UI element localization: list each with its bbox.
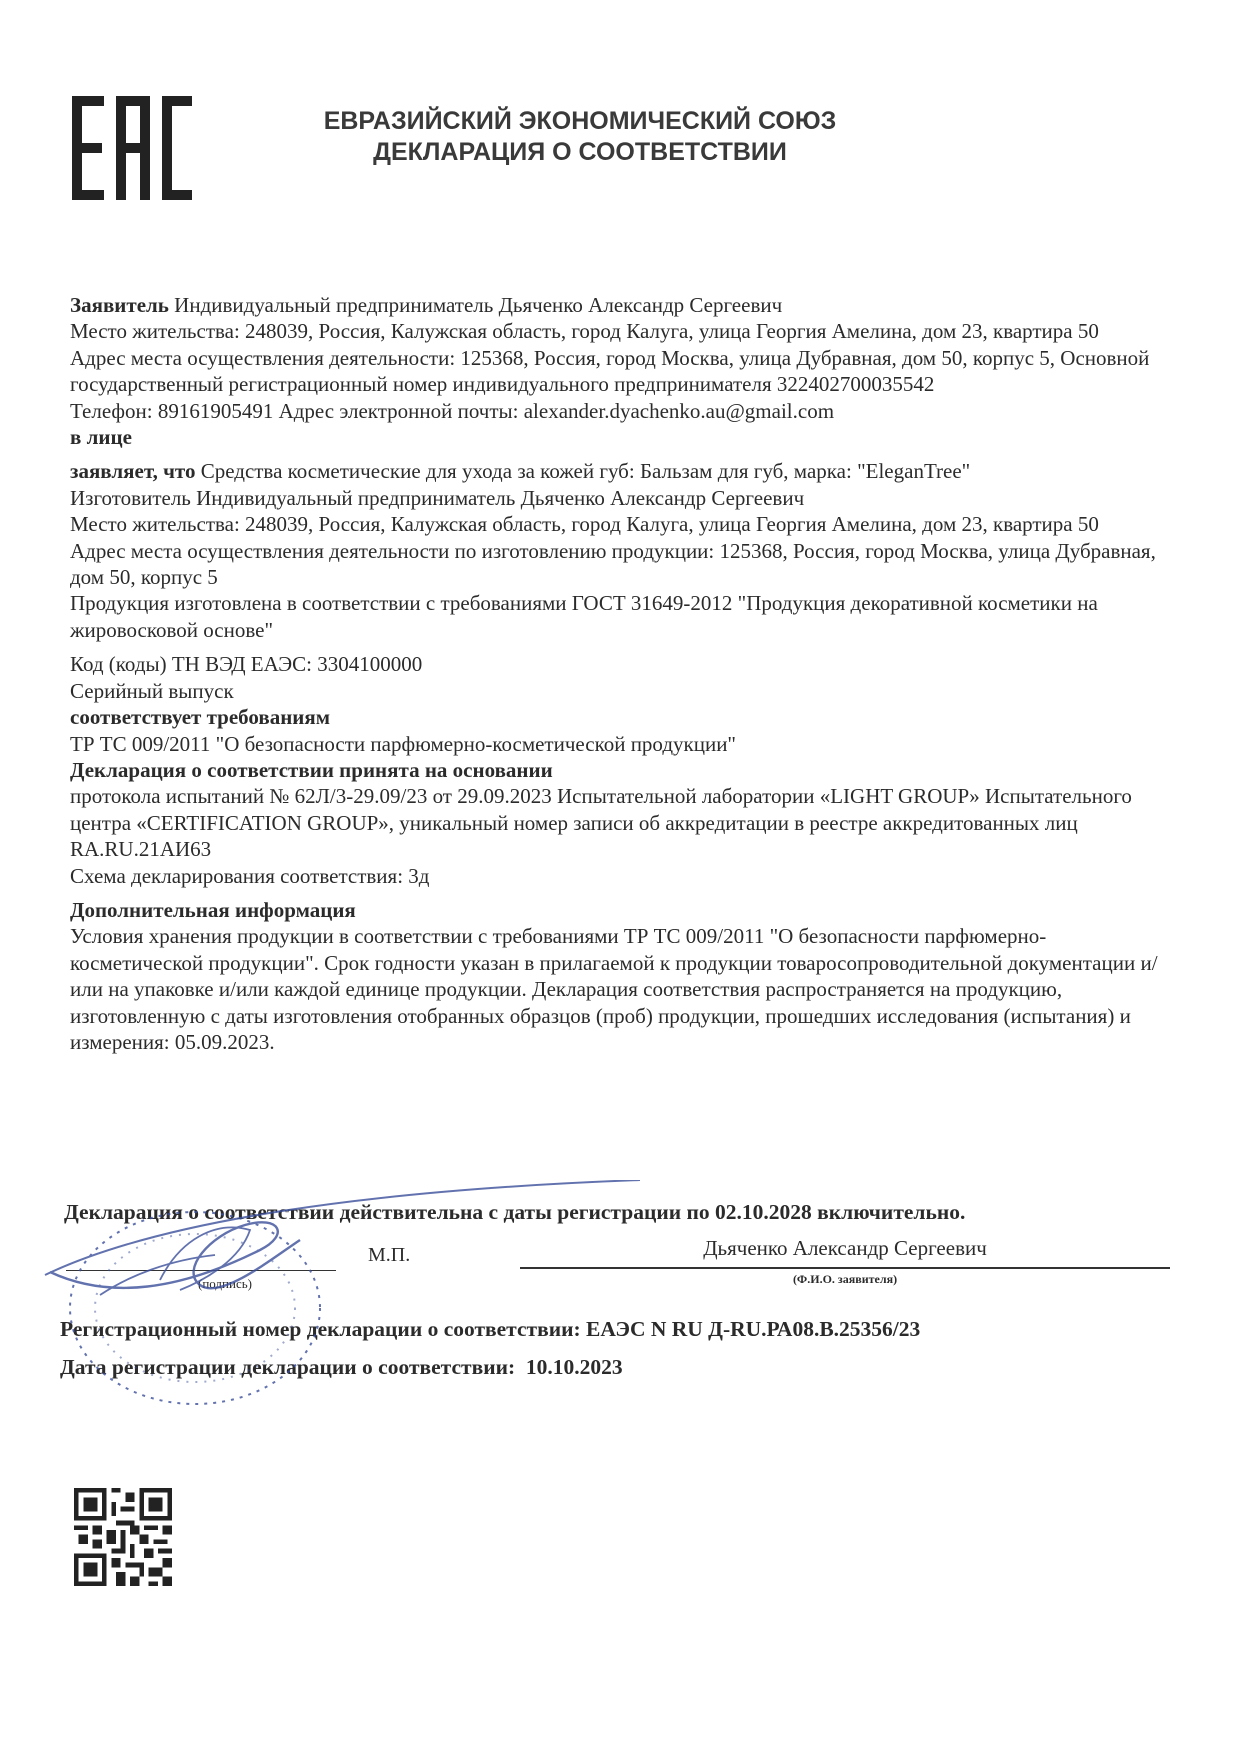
- manufacturer: Изготовитель Индивидуальный предприниматель Дьяченко Александр Сергеевич: [70, 485, 805, 510]
- applicant-label: Заявитель: [70, 293, 169, 317]
- product-description: Средства косметические для ухода за кожей губ: Бальзам для губ, марка: "EleganTree": [195, 459, 971, 484]
- applicant-name-caption: (Ф.И.О. заявителя): [792, 1272, 898, 1286]
- declaration-scheme: Схема декларирования соответствия: 3д: [70, 863, 430, 888]
- registration-date-value: 10.10.2023: [525, 1355, 623, 1379]
- eac-mark-icon: [72, 96, 192, 200]
- compliance-label: соответствует требованиям: [70, 705, 331, 730]
- production-address: Адрес места осуществления деятельности по изготовлению продукции: 125368, Россия, город Москва, улица Дубравная, дом 50, корпус 5: [70, 538, 1156, 590]
- compliance-regulation: ТР ТС 009/2011 "О безопасности парфюмерно-косметической продукции": [70, 731, 737, 756]
- declares-line: [70, 458, 1170, 484]
- applicant-residence: Место жительства: 248039, Россия, Калужская область, город Калуга, улица Георгия Амелина, дом 23, квартира 50: [70, 319, 1099, 344]
- additional-info-text: Условия хранения продукции в соответствии с требованиями ТР ТС 009/2011 "О безопасности парфюмерно-косметической продукции". Срок годности указан в прилагаемой к продукции товаросопроводительной документации и/или на упаковке и/или каждой единице продукции. Декларация соответствия распространяется на продукцию, изготовленную с даты изготовления отобранных образцов (проб) продукции, прошедших исследования (испытания) и измерения: 05.09.2023.: [70, 924, 1158, 1054]
- release-type: Серийный выпуск: [70, 678, 234, 703]
- validity-statement: Декларация о соответствии действительна с даты регистрации по 02.10.2028 включительно.: [64, 1200, 966, 1224]
- applicant-activity-address: Адрес места осуществления деятельности: 125368, Россия, город Москва, улица Дубравная, дом 50, корпус 5, Основной государственный регистрационный номер индивидуального предпринимателя 322402700035542: [70, 345, 1150, 397]
- union-title: ЕВРАЗИЙСКИЙ ЭКОНОМИЧЕСКИЙ СОЮЗ: [323, 107, 837, 135]
- manufacturer-residence: Место жительства: 248039, Россия, Калужская область, город Калуга, улица Георгия Амелина, дом 23, квартира 50: [70, 512, 1099, 537]
- document-header: [300, 106, 860, 168]
- applicant-name: Индивидуальный предприниматель Дьяченко Александр Сергеевич: [168, 293, 783, 317]
- applicant-line: [70, 292, 1170, 318]
- basis-label: Декларация о соответствии принята на основании: [70, 757, 553, 782]
- applicant-full-name: Дьяченко Александр Сергеевич: [703, 1236, 987, 1260]
- applicant-contacts: Телефон: 89161905491 Адрес электронной почты: alexander.dyachenko.au@gmail.com: [70, 398, 835, 423]
- signature-caption: (подпись): [198, 1276, 252, 1291]
- registration-date-label: Дата регистрации декларации о соответствии:: [60, 1355, 516, 1379]
- additional-info-label: Дополнительная информация: [70, 897, 356, 922]
- qr-code-icon: [74, 1488, 172, 1586]
- stamp-icon: [40, 1180, 660, 1430]
- test-protocol: протокола испытаний № 62Л/3-29.09/23 от 29.09.2023 Испытательной лаборатории «LIGHT GROUP» Испытательного центра «CERTIFICATION GROUP», уникальный номер записи об аккредитации в реестре аккредитованных лиц RA.RU.21АИ63: [70, 784, 1132, 862]
- hs-code: Код (коды) ТН ВЭД ЕАЭС: 3304100000: [70, 652, 423, 677]
- production-standard: Продукция изготовлена в соответствии с требованиями ГОСТ 31649-2012 "Продукция декоративной косметики на жировосковой основе": [70, 591, 1098, 642]
- in-person-label: в лице: [70, 425, 132, 450]
- declaration-title: ДЕКЛАРАЦИЯ О СООТВЕТСТВИИ: [373, 138, 787, 166]
- declaration-body: [70, 292, 1170, 1055]
- seal-place-label: М.П.: [368, 1244, 411, 1266]
- registration-number: Регистрационный номер декларации о соответствии: ЕАЭС N RU Д-RU.РА08.В.25356/23: [60, 1317, 921, 1341]
- declares-label: заявляет, что: [70, 459, 196, 484]
